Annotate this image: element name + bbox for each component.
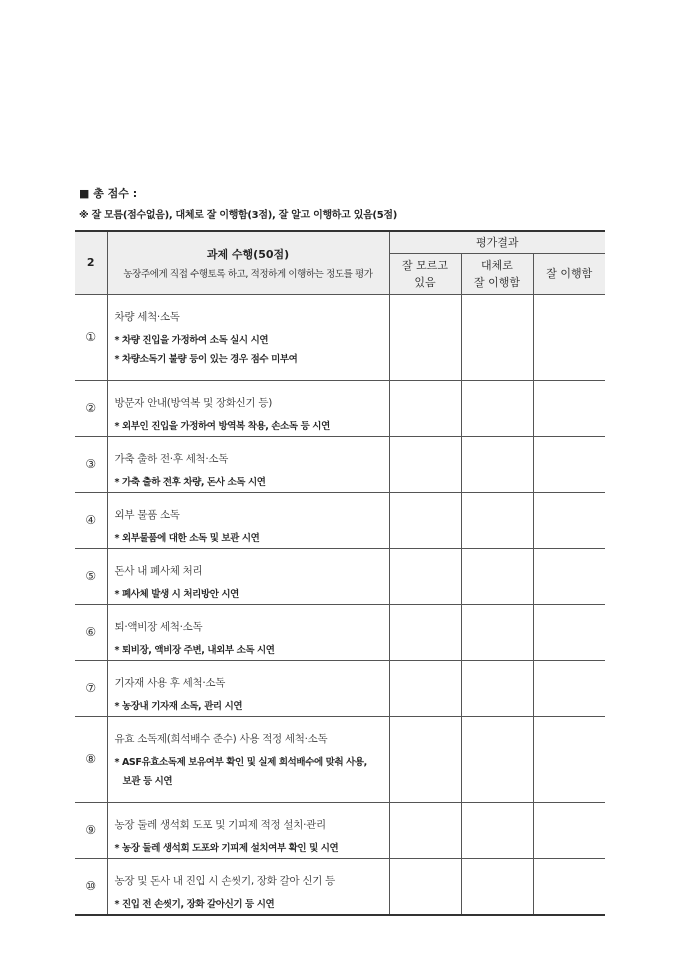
task-detail: * 농장내 기자재 소독, 관리 시연 [114,700,243,712]
task-row [75,492,605,548]
row-number: ⑦ [75,660,107,716]
task-cell [107,436,389,492]
task-title: 돈사 내 폐사체 처리 [114,564,203,577]
task-row [75,436,605,492]
score-cell-unaware[interactable] [389,660,461,716]
task-title: 기자재 사용 후 세척·소독 [114,676,226,689]
task-cell [107,380,389,436]
task-cell [107,660,389,716]
task-title: 퇴·액비장 세척·소독 [114,620,203,633]
task-detail: * 농장 둘레 생석회 도포와 기피제 설치여부 확인 및 시연 [114,842,339,854]
task-cell [107,548,389,604]
score-cell-well[interactable] [533,492,605,548]
task-title: 외부 물품 소독 [114,508,180,521]
task-title: 가축 출하 전·후 세척·소독 [114,452,229,465]
task-detail: * ASF유효소독제 보유여부 확인 및 실제 희석배수에 맞춰 사용, 보관 등 시연 [114,756,367,787]
score-cell-mostly[interactable] [461,548,533,604]
task-detail: * 외부물품에 대한 소독 및 보관 시연 [114,532,260,544]
score-cell-unaware[interactable] [389,858,461,915]
task-title: 농장 둘레 생석회 도포 및 기피제 적정 설치·관리 [114,818,326,831]
task-cell [107,604,389,660]
eval-col-mostly: 대체로 잘 이행함 [461,253,533,294]
score-cell-well[interactable] [533,604,605,660]
task-row [75,660,605,716]
task-row [75,380,605,436]
evaluation-table [75,230,605,916]
score-cell-unaware[interactable] [389,294,461,380]
section-number-header: 2 [75,231,107,294]
task-cell [107,858,389,915]
score-cell-unaware[interactable] [389,380,461,436]
task-row [75,716,605,802]
task-detail: * 외부인 진입을 가정하여 방역복 착용, 손소독 등 시연 [114,420,330,432]
task-header [107,231,389,294]
eval-col-well: 잘 이행함 [533,253,605,294]
task-cell [107,492,389,548]
task-detail: * 진입 전 손씻기, 장화 갈아신기 등 시연 [114,898,275,910]
score-cell-well[interactable] [533,716,605,802]
score-cell-mostly[interactable] [461,294,533,380]
row-number: ⑩ [75,858,107,915]
evaluation-result-header: 평가결과 [389,231,605,253]
score-cell-mostly[interactable] [461,716,533,802]
eval-col-unaware: 잘 모르고 있음 [389,253,461,294]
score-cell-mostly[interactable] [461,604,533,660]
score-cell-mostly[interactable] [461,858,533,915]
task-detail: * 폐사체 발생 시 처리방안 시연 [114,588,239,600]
task-row [75,604,605,660]
task-row [75,294,605,380]
task-header-title: 과제 수행(50점) [206,247,290,261]
task-row [75,802,605,858]
score-cell-well[interactable] [533,380,605,436]
row-number: ④ [75,492,107,548]
score-cell-mostly[interactable] [461,436,533,492]
task-title: 방문자 안내(방역복 및 장화신기 등) [114,396,273,409]
score-cell-unaware[interactable] [389,548,461,604]
scoring-scale-note: ※ 잘 모름(점수없음), 대체로 잘 이행함(3점), 잘 알고 이행하고 있음(5점) [79,210,397,221]
score-cell-well[interactable] [533,802,605,858]
score-cell-unaware[interactable] [389,604,461,660]
score-cell-mostly[interactable] [461,380,533,436]
task-title: 농장 및 돈사 내 진입 시 손씻기, 장화 갈아 신기 등 [114,874,335,887]
row-number: ② [75,380,107,436]
score-cell-well[interactable] [533,436,605,492]
total-score-label: ■ 총 점수 : [79,187,138,200]
task-detail: * 가축 출하 전후 차량, 돈사 소독 시연 [114,476,266,488]
task-detail: * 퇴비장, 액비장 주변, 내외부 소독 시연 [114,644,275,656]
task-title: 유효 소독제(희석배수 준수) 사용 적정 세척·소독 [114,732,328,745]
score-cell-unaware[interactable] [389,802,461,858]
score-cell-well[interactable] [533,294,605,380]
task-cell [107,802,389,858]
score-cell-well[interactable] [533,858,605,915]
task-header-subtitle: 농장주에게 직접 수행토록 하고, 적정하게 이행하는 정도를 평가 [123,268,373,280]
task-row [75,858,605,915]
score-cell-well[interactable] [533,660,605,716]
score-cell-mostly[interactable] [461,802,533,858]
row-number: ⑤ [75,548,107,604]
score-cell-unaware[interactable] [389,436,461,492]
row-number: ⑥ [75,604,107,660]
score-cell-well[interactable] [533,548,605,604]
task-detail: * 차량 진입을 가정하여 소독 실시 시연 * 차량소독기 불량 등이 있는 경우 점수 미부여 [114,334,298,365]
row-number: ③ [75,436,107,492]
score-cell-mostly[interactable] [461,492,533,548]
row-number: ⑨ [75,802,107,858]
task-title: 차량 세척·소독 [114,310,180,323]
score-cell-unaware[interactable] [389,716,461,802]
task-cell [107,294,389,380]
score-cell-mostly[interactable] [461,660,533,716]
task-row [75,548,605,604]
task-cell [107,716,389,802]
row-number: ⑧ [75,716,107,802]
row-number: ① [75,294,107,380]
score-cell-unaware[interactable] [389,492,461,548]
